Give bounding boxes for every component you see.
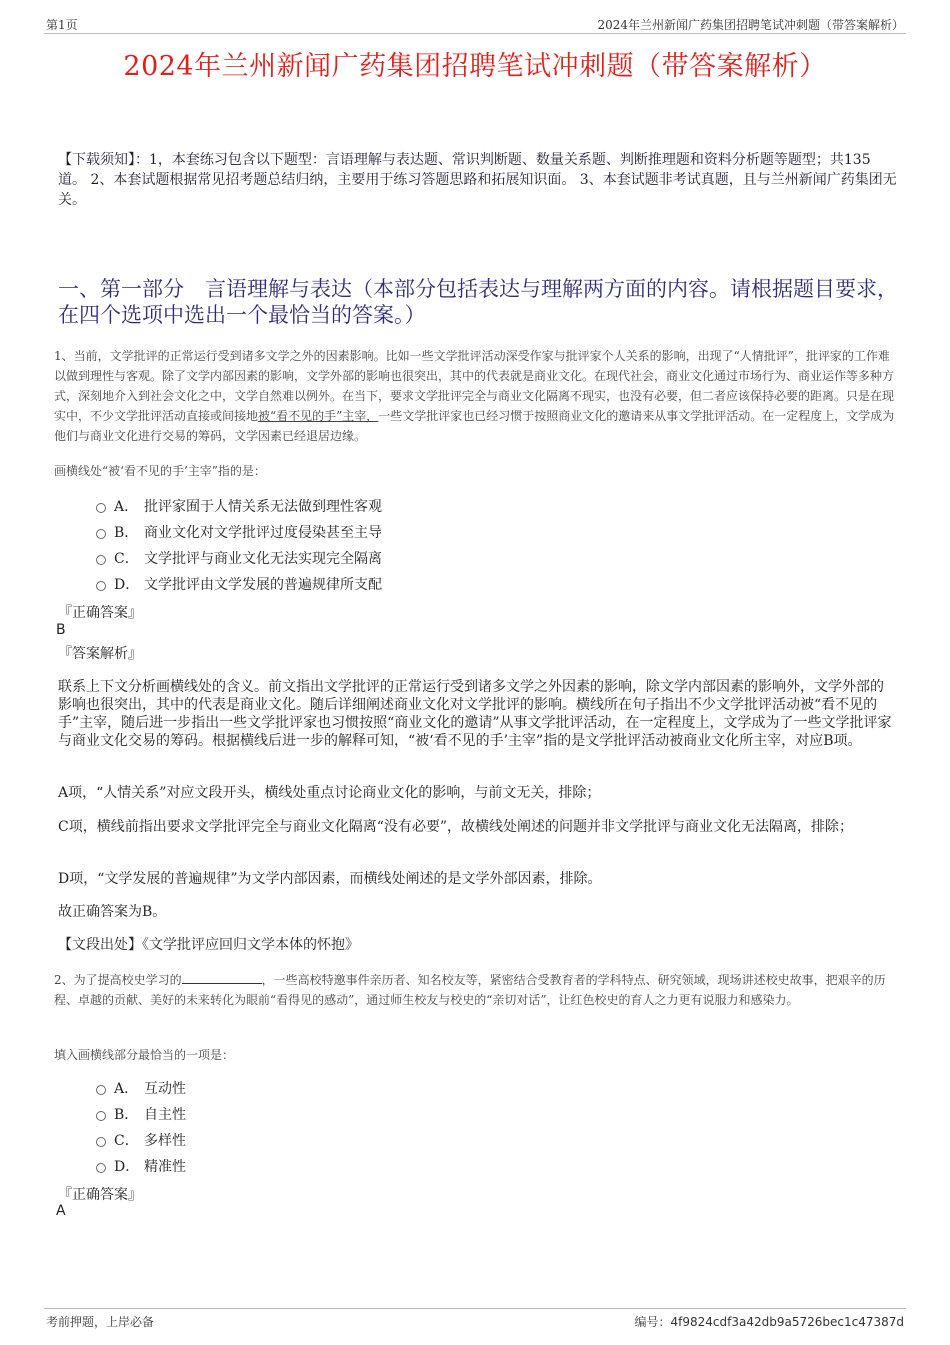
page-number: 第1页 — [46, 18, 78, 32]
document-code — [635, 1313, 905, 1330]
document-code-value: 4f9824cdf3a42db9a5726bec1c47387d — [670, 1315, 904, 1329]
question-1-answer: B — [56, 622, 66, 638]
footer-slogan: 考前押题，上岸必备 — [46, 1315, 155, 1329]
option-text: 精准性 — [144, 1159, 186, 1175]
option-text: 文学批评由文学发展的普遍规律所支配 — [144, 577, 382, 593]
radio-button[interactable] — [96, 529, 106, 539]
question-2-answer-label: 『正确答案』 — [58, 1187, 142, 1203]
option-letter: B． — [114, 1107, 139, 1123]
question-1-note-a: A项，“人情关系”对应文段开头，横线处重点讨论商业文化的影响，与前文无关，排除； — [58, 785, 601, 801]
question-1-analysis: 联系上下文分析画横线处的含义。前文指出文学批评的正常运行受到诸多文学之外因素的影响，除文学内部因素的影响外，文学外部的影响也很突出，其中的代表是商业文化。随后详细阐述商业文化对文学批评的影响。横线所在句子指出不少文学批评活动被“看不见的手”主宰，随后进一步指出一些文学批评家也习惯按照“商业文化的邀请”从事文学批评活动，在一定程度上，文学成为了一些文学批评家与商业文化交易的筹码。根据横线后进一步的解释可知，“被‘看不见的手’主宰”指的是文学批评活动被商业文化所主宰，对应B项。 — [58, 679, 892, 749]
question-1-stem-text: 1、当前，文学批评的正常运行受到诸多文学之外的因素影响。比如一些文学批评活动深受作家与批评家个人关系的影响，出现了“人情批评”，批评家的工作难以做到理性与客观。除了文学内部因素的影响，文学外部的影响也很突出，其中的代表就是商业文化。在现代社会，商业文化通过市场行为、商业运作等多种方式，深刻地介入到社会文化之中，文学自然难以例外。在当下，要求文学批评完全与商业文化隔离不现实，也没有必要，但二者应该保持必要的距离。只是在现实中，不少文学批评活动直接或间接地 — [54, 349, 895, 423]
question-2-answer: A — [56, 1203, 66, 1219]
running-title: 2024年兰州新闻广药集团招聘笔试冲刺题（带答案解析） — [597, 18, 904, 32]
radio-button[interactable] — [96, 1085, 106, 1095]
radio-button[interactable] — [96, 555, 106, 565]
fill-blank — [182, 972, 262, 984]
radio-button[interactable] — [96, 1111, 106, 1121]
radio-button[interactable] — [96, 1163, 106, 1173]
download-notice: 【下载须知】：1，本套练习包含以下题型：言语理解与表达题、常识判断题、数量关系题、判断推理题和资料分析题等题型；共135道。 2、本套试题根据常见招考题总结归纳，主要用于练习答题思路和拓展知识面。 3、本套试题非考试真题，且与兰州新闻广药集团无关。 — [58, 152, 897, 208]
option-text: 互动性 — [144, 1081, 186, 1097]
question-1-note-d: D项，“文学发展的普遍规律”为文学内部因素，而横线处阐述的是文学外部因素，排除。 — [58, 871, 602, 887]
question-2-stem-text: 2、为了提高校史学习的 — [54, 973, 182, 987]
question-2-prompt: 填入画横线部分最恰当的一项是： — [54, 1048, 235, 1062]
question-2-stem — [54, 970, 898, 1010]
radio-button[interactable] — [96, 581, 106, 591]
document-title: 2024年兰州新闻广药集团招聘笔试冲刺题（带答案解析） — [123, 51, 827, 82]
document-code-label: 编号： — [634, 1315, 671, 1329]
page-footer — [44, 1308, 906, 1329]
radio-button[interactable] — [96, 1137, 106, 1147]
option-text: 多样性 — [144, 1133, 186, 1149]
question-1-note-c: C项，横线前指出要求文学批评完全与商业文化隔离“没有必要”，故横线处阐述的问题并非文学批评与商业文化无法隔离，排除； — [58, 819, 854, 835]
section-title: 一、第一部分 言语理解与表达（本部分包括表达与理解两方面的内容。请根据题目要求，在四个选项中选出一个最恰当的答案。） — [58, 277, 898, 327]
option-letter: A． — [114, 1081, 139, 1097]
option-text: 文学批评与商业文化无法实现完全隔离 — [144, 551, 382, 567]
option-text: 批评家囿于人情关系无法做到理性客观 — [144, 499, 382, 515]
option-letter: C． — [114, 551, 139, 567]
question-1-stem-tail: 一些文学批评家也已经习惯于按照商业文化的邀请来从事文学批评活动。在一定程度上，文学成为他们与商业文化进行交易的筹码，文学因素已经退居边缘。 — [54, 409, 895, 443]
option-letter: C． — [114, 1133, 139, 1149]
question-1-underlined-phrase: 被“看不见的手”主宰， — [258, 409, 379, 423]
option-letter: A． — [114, 499, 139, 515]
question-1-conclusion: 故正确答案为B。 — [58, 904, 167, 920]
question-1-source: 【文段出处】《文学批评应回归文学本体的怀抱》 — [58, 937, 359, 953]
radio-button[interactable] — [96, 503, 106, 513]
question-1-prompt: 画横线处“被‘看不见的手’主宰”指的是： — [54, 464, 266, 478]
option-text: 自主性 — [144, 1107, 186, 1123]
option-text: 商业文化对文学批评过度侵染甚至主导 — [144, 525, 382, 541]
page-header — [44, 14, 906, 34]
option-letter: B． — [114, 525, 139, 541]
option-letter: D． — [114, 577, 140, 593]
question-1-analysis-label: 『答案解析』 — [58, 646, 142, 662]
question-1-answer-label: 『正确答案』 — [58, 605, 142, 621]
question-1-stem — [54, 346, 898, 446]
option-letter: D． — [114, 1159, 140, 1175]
question-2-stem-tail: ，一些高校特邀事件亲历者、知名校友等，紧密结合受教育者的学科特点、研究领域，现场讲述校史故事，把艰辛的历程、卓越的贡献、美好的未来转化为眼前“看得见的感动”，通过师生校友与校史的“亲切对话”，让红色校史的育人之力更有说服力和感染力。 — [54, 973, 886, 1007]
